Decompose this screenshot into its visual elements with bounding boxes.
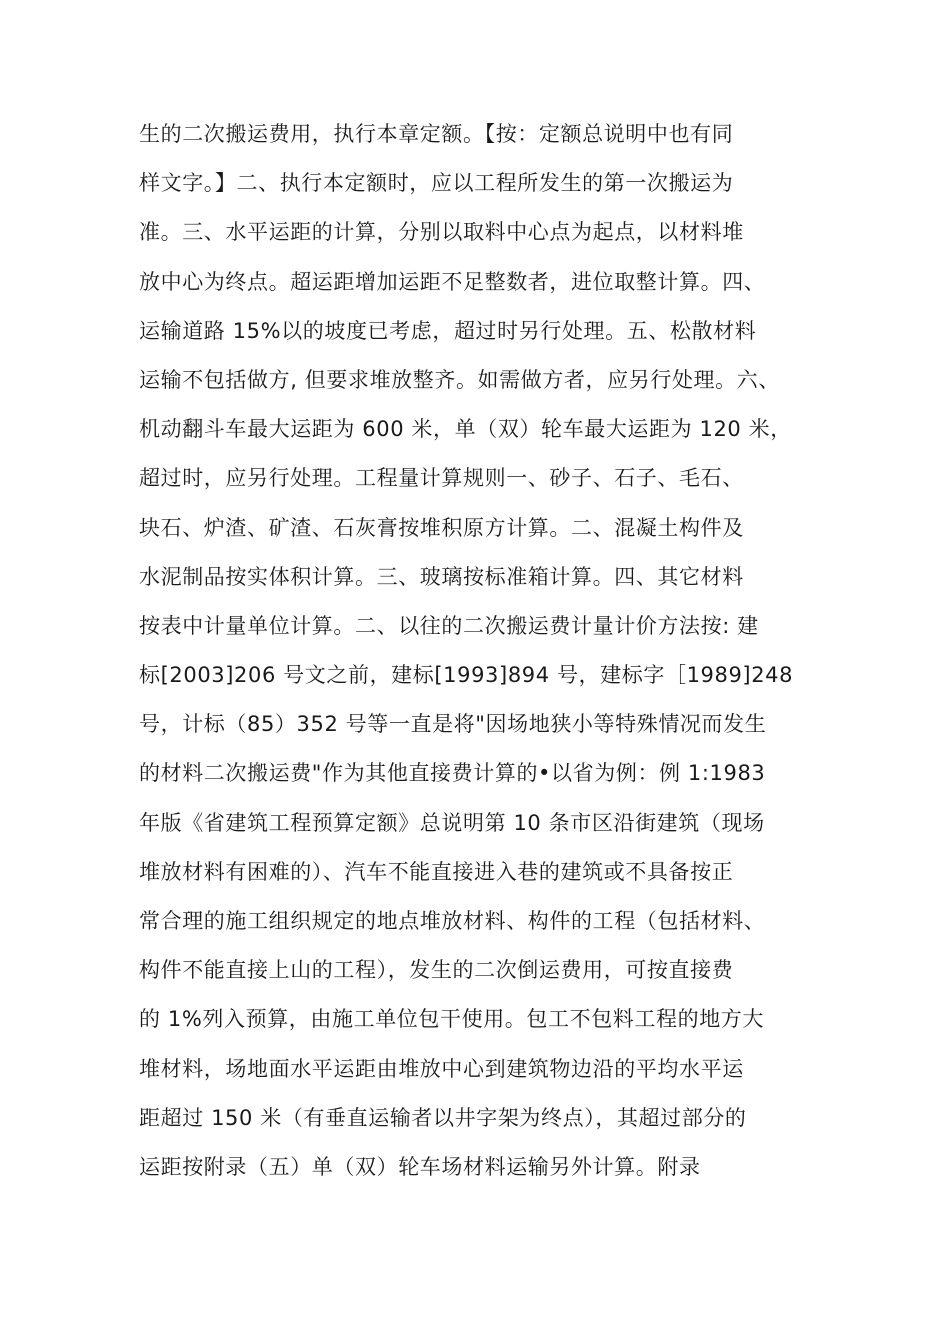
text-line: 构件不能直接上山的工程），发生的二次倒运费用，可按直接费 <box>139 958 734 983</box>
text-line: 机动翻斗车最大运距为 600 米，单（双）轮车最大运距为 120 米， <box>139 417 792 442</box>
text-line: 运输道路 15%以的坡度已考虑，超过时另行处理。五、松散材料 <box>139 318 757 343</box>
text-line: 的材料二次搬运费"作为其他直接费计算的•以省为例：例 1:1983 <box>139 761 766 786</box>
text-line: 堆放材料有困难的）、汽车不能直接进入巷的建筑或不具备按正 <box>139 859 734 884</box>
text-line: 样文字。】二、执行本定额时，应以工程所发生的第一次搬运为 <box>139 171 734 196</box>
text-line: 运输不包括做方, 但要求堆放整齐。如需做方者，应另行处理。六、 <box>139 367 780 392</box>
text-line: 生的二次搬运费用，执行本章定额。【按：定额总说明中也有同 <box>139 122 734 146</box>
text-line: 超过时，应另行处理。工程量计算规则一、砂子、石子、毛石、 <box>139 466 744 491</box>
text-line: 的 1%列入预算，由施工单位包干使用。包工不包料工程的地方大 <box>139 1007 764 1032</box>
text-line: 放中心为终点。超运距增加运距不足整数者，进位取整计算。四、 <box>139 269 766 294</box>
text-line: 块石、炉渣、矿渣、石灰膏按堆积原方计算。二、混凝土构件及 <box>139 515 744 540</box>
text-line: 运距按附录（五）单（双）轮车场材料运输另外计算。附录 <box>139 1154 701 1179</box>
text-line: 准。三、水平运距的计算，分别以取料中心点为起点，以材料堆 <box>139 220 744 245</box>
text-line: 常合理的施工组织规定的地点堆放材料、构件的工程（包括材料、 <box>139 909 766 933</box>
text-line: 按表中计量单位计算。二、以往的二次搬运费计量计价方法按: 建 <box>139 613 759 638</box>
text-line: 年版《省建筑工程预算定额》总说明第 10 条市区沿街建筑（现场 <box>139 810 765 835</box>
text-line: 距超过 150 米（有垂直运输者以井字架为终点），其超过部分的 <box>139 1105 747 1130</box>
text-line: 号，计标（85）352 号等一直是将"因场地狭小等特殊情况而发生 <box>139 712 767 737</box>
text-line: 标[2003]206 号文之前，建标[1993]894 号，建标字［1989]248 <box>139 663 794 688</box>
body-text <box>139 110 939 1192</box>
text-line: 水泥制品按实体积计算。三、玻璃按标准箱计算。四、其它材料 <box>139 564 744 589</box>
text-line: 堆材料，场地面水平运距由堆放中心到建筑物边沿的平均水平运 <box>139 1056 744 1081</box>
